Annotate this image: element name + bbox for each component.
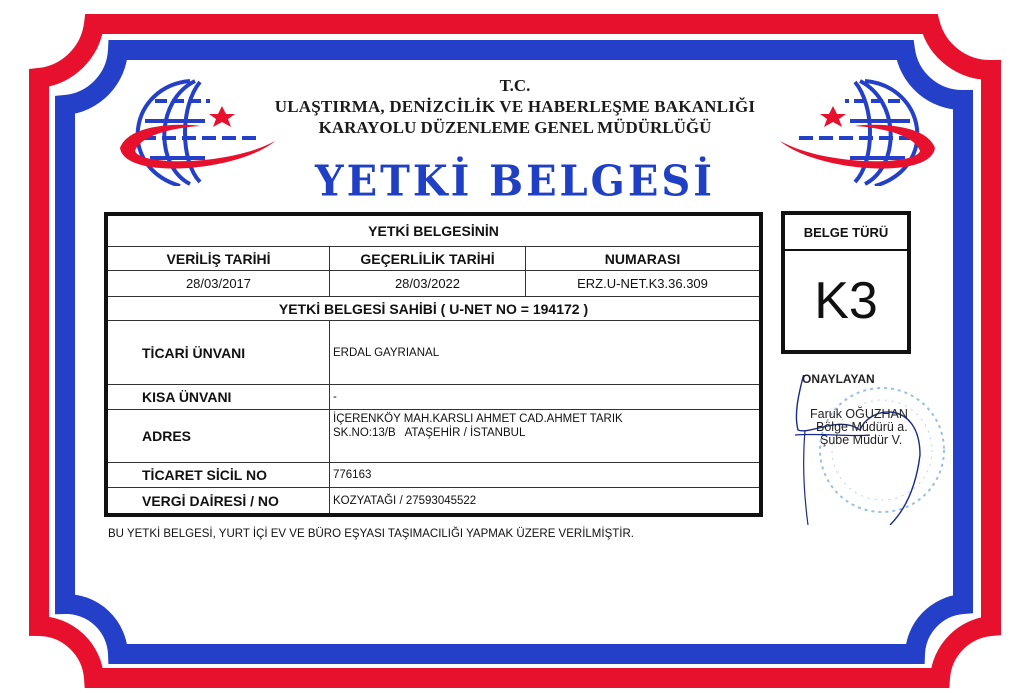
short-name-label: KISA ÜNVANI xyxy=(108,385,330,409)
approver-name: Faruk OĞUZHAN xyxy=(810,407,908,421)
trade-name-value: ERDAL GAYRIANAL xyxy=(333,346,440,359)
short-name-value: - xyxy=(333,391,337,403)
field-row-address xyxy=(108,410,759,463)
field-row-tax-office xyxy=(108,488,759,513)
column-header-number: NUMARASI xyxy=(604,250,681,267)
approver-details xyxy=(810,408,952,447)
section-title: YETKİ BELGESİNİN xyxy=(368,223,499,239)
issue-date: 28/03/2017 xyxy=(108,271,330,296)
approval-title: ONAYLAYAN xyxy=(802,372,875,386)
certificate-number: ERZ.U-NET.K3.36.309 xyxy=(577,276,708,291)
validity-date: 28/03/2022 xyxy=(330,271,526,296)
field-row-trade-registry xyxy=(108,463,759,488)
approver-role-2: Şube Müdür V. xyxy=(820,433,903,447)
document-type-label: BELGE TÜRÜ xyxy=(785,215,907,251)
directorate-name: KARAYOLU DÜZENLEME GENEL MÜDÜRLÜĞÜ xyxy=(318,118,712,137)
ministry-name: ULAŞTIRMA, DENİZCİLİK VE HABERLEŞME BAKANLIĞI xyxy=(274,97,756,116)
address-value xyxy=(330,410,759,462)
certificate-table xyxy=(104,212,763,517)
tax-office-label: VERGİ DAİRESİ / NO xyxy=(108,488,330,513)
trade-registry-label: TİCARET SİCİL NO xyxy=(108,463,330,487)
field-row-trade-name xyxy=(108,321,759,385)
trade-registry-value: 776163 xyxy=(333,469,372,481)
approval-block xyxy=(802,372,952,447)
tax-office-value: KOZYATAĞI / 27593045522 xyxy=(333,494,477,507)
address-line-2: SK.NO:13/B ATAŞEHİR / İSTANBUL xyxy=(333,427,526,439)
column-header-issue-date: VERİLİŞ TARİHİ xyxy=(108,247,330,270)
document-type-value: K3 xyxy=(814,271,878,330)
address-label: ADRES xyxy=(108,410,330,462)
holder-title-row xyxy=(108,297,759,321)
address-line-1: İÇERENKÖY MAH.KARSLI AHMET CAD.AHMET TARIK xyxy=(333,413,623,425)
approver-role-1: Bölge Müdürü a. xyxy=(816,420,908,434)
document-title: YETKİ BELGESİ xyxy=(315,156,715,207)
country-label: T.C. xyxy=(499,76,531,95)
section-title-row xyxy=(108,216,759,247)
field-row-short-name xyxy=(108,385,759,410)
document-header xyxy=(250,76,780,138)
column-header-validity-date: GEÇERLİLİK TARİHİ xyxy=(330,247,526,270)
ministry-logo-right xyxy=(775,76,945,186)
document-type-box xyxy=(781,211,911,354)
trade-name-label: TİCARİ ÜNVANI xyxy=(108,321,330,384)
column-header-row xyxy=(108,247,759,271)
holder-title: YETKİ BELGESİ SAHİBİ ( U-NET NO = 194172 ) xyxy=(278,300,589,317)
footer-note: BU YETKİ BELGESİ, YURT İÇİ EV VE BÜRO EŞYASI TAŞIMACILIĞI YAPMAK ÜZERE VERİLMİŞTİR. xyxy=(108,528,634,540)
values-row xyxy=(108,271,759,297)
